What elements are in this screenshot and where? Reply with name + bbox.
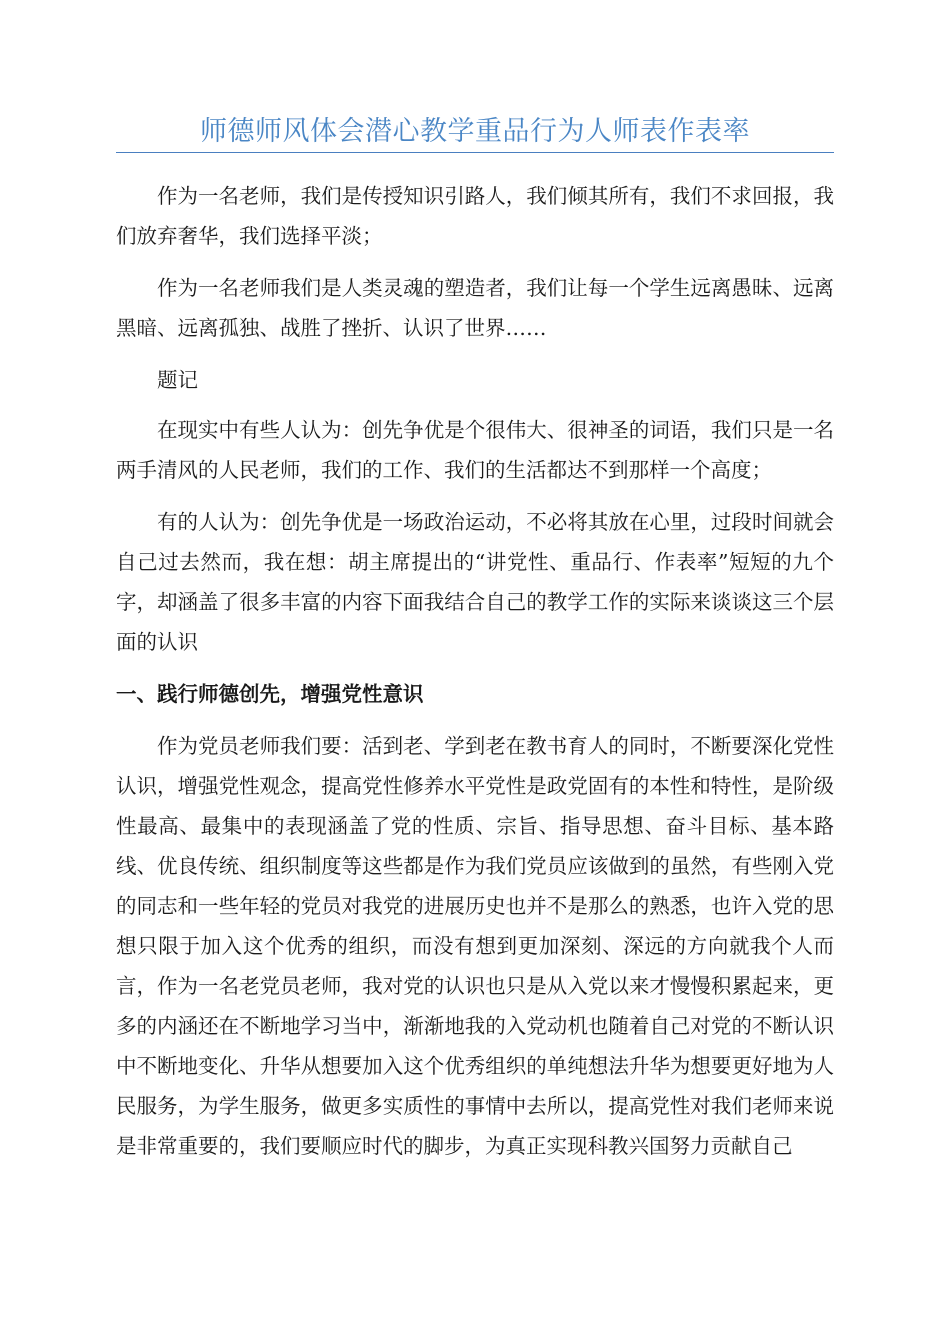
intro-paragraph-2: 作为一名老师我们是人类灵魂的塑造者，我们让每一个学生远离愚昧、远离黑暗、远离孤独、战胜了挫折、认识了世界……: [116, 276, 834, 340]
body-paragraph-2: 有的人认为：创先争优是一场政治运动，不必将其放在心里，过段时间就会自己过去然而，我在想：胡主席提出的“讲党性、重品行、作表率”短短的九个字，却涵盖了很多丰富的内容下面我结合自己的教学工作的实际来谈谈这三个层面的认识: [116, 510, 834, 654]
section-1-paragraph: 作为党员老师我们要：活到老、学到老在教书育人的同时，不断要深化党性认识，增强党性观念，提高党性修养水平党性是政党固有的本性和特性，是阶级性最高、最集中的表现涵盖了党的性质、宗旨、指导思想、奋斗目标、基本路线、优良传统、组织制度等这些都是作为我们党员应该做到的虽然，有些刚入党的同志和一些年轻的党员对我党的进展历史也并不是那么的熟悉，也许入党的思想只限于加入这个优秀的组织，而没有想到更加深刻、深远的方向就我个人而言，作为一名老党员老师，我对党的认识也只是从入党以来才慢慢积累起来，更多的内涵还在不断地学习当中，渐渐地我的入党动机也随着自己对党的不断认识中不断地变化、升华从想要加入这个优秀组织的单纯想法升华为想要更好地为人民服务，为学生服务，做更多实质性的事情中去所以，提高党性对我们老师来说是非常重要的，我们要顺应时代的脚步，为真正实现科教兴国努力贡献自己: [116, 734, 834, 1158]
title-underline: [116, 152, 834, 153]
section-heading-1: 一、践行师德创先，增强党性意识: [116, 682, 424, 706]
document-title: 师德师风体会潜心教学重品行为人师表作表率: [200, 116, 750, 147]
epigraph-label: 题记: [157, 368, 198, 392]
document-body: [116, 176, 834, 1178]
body-paragraph-1: 在现实中有些人认为：创先争优是个很伟大、很神圣的词语，我们只是一名两手清风的人民老师，我们的工作、我们的生活都达不到那样一个高度；: [116, 418, 834, 482]
title-block: [116, 112, 834, 153]
intro-paragraph-1: 作为一名老师，我们是传授知识引路人，我们倾其所有，我们不求回报，我们放弃奢华，我们选择平淡；: [116, 184, 834, 248]
